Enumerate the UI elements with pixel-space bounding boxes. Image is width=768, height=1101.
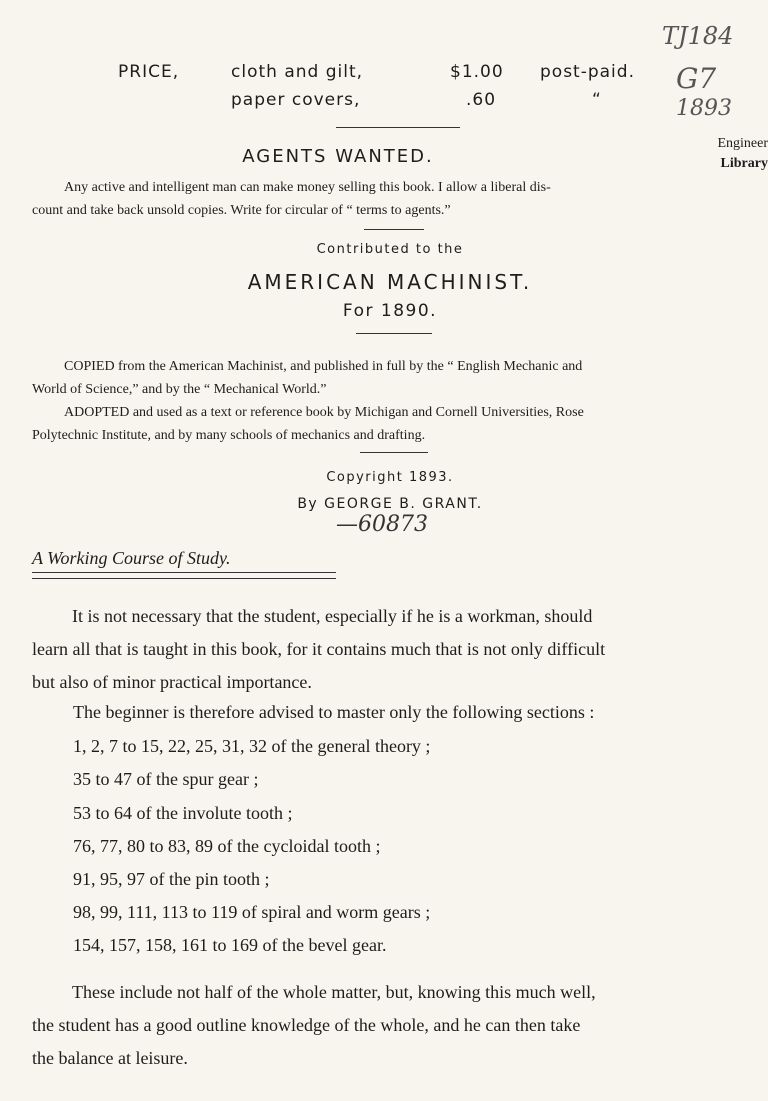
handwritten-call-number-1: TJ184: [662, 22, 734, 50]
price-postpaid: post-paid.: [540, 62, 635, 82]
copied-line-2: World of Science,” and by the “ Mechanical World.”: [32, 382, 327, 397]
price-label: PRICE,: [118, 62, 180, 82]
author-line: By GEORGE B. GRANT.: [297, 496, 483, 512]
study-advice-line: The beginner is therefore advised to master only the following sections :: [73, 702, 595, 722]
copied-line-1: COPIED from the American Machinist, and published in full by the “ English Mechanic and: [64, 359, 583, 374]
copyright-line: Copyright 1893.: [326, 470, 454, 485]
price-paper-label: paper covers,: [231, 90, 361, 110]
divider-rule-3: [356, 333, 432, 334]
divider-rule-4: [360, 452, 428, 453]
study-closing-paragraph: [32, 976, 740, 1075]
price-ditto-mark: “: [592, 90, 602, 110]
price-paper-amount: .60: [466, 90, 497, 110]
section-list-item: 53 to 64 of the involute tooth ;: [73, 803, 293, 823]
section-list-item: 98, 99, 111, 113 to 119 of spiral and worm gears ;: [73, 902, 431, 922]
study-intro-line-1: It is not necessary that the student, especially if he is a workman, should: [72, 606, 593, 626]
divider-rule-1: [336, 127, 460, 128]
handwritten-accession-number: —60873: [336, 512, 428, 537]
study-section-title: A Working Course of Study.: [32, 548, 231, 568]
agents-line-1: Any active and intelligent man can make money selling this book. I allow a liberal dis-: [64, 180, 551, 195]
stamp-line-1: Engineer: [717, 136, 768, 151]
agents-wanted-heading: AGENTS WANTED.: [242, 146, 434, 167]
study-intro-line-2: learn all that is taught in this book, for it contains much that is not only difficult: [32, 639, 606, 659]
adopted-line-1: ADOPTED and used as a text or reference book by Michigan and Cornell Universities, Rose: [64, 405, 584, 420]
for-year-line: For 1890.: [342, 301, 438, 321]
library-stamp: [690, 134, 768, 174]
contributed-line: Contributed to the: [316, 242, 464, 257]
study-closing-line-2: the student has a good outline knowledge of the whole, and he can then take: [32, 1015, 581, 1035]
price-cloth-label: cloth and gilt,: [231, 62, 364, 82]
section-list-item: 1, 2, 7 to 15, 22, 25, 31, 32 of the general theory ;: [73, 736, 431, 756]
section-list-item: 35 to 47 of the spur gear ;: [73, 769, 259, 789]
study-intro-paragraph: [32, 600, 740, 699]
copied-adopted-text: [32, 355, 768, 447]
section-list-item: 154, 157, 158, 161 to 169 of the bevel gear.: [73, 935, 387, 955]
stamp-line-2: Library: [720, 156, 768, 171]
section-list-item: 76, 77, 80 to 83, 89 of the cycloidal tooth ;: [73, 836, 381, 856]
agents-wanted-text: [32, 176, 768, 222]
agents-line-2: count and take back unsold copies. Write for circular of “ terms to agents.”: [32, 203, 451, 218]
study-closing-line-1: These include not half of the whole matter, but, knowing this much well,: [72, 982, 596, 1002]
study-title-double-rule: [32, 572, 336, 579]
divider-rule-2: [364, 229, 424, 230]
study-closing-line-3: the balance at leisure.: [32, 1048, 188, 1068]
price-cloth-amount: $1.00: [450, 62, 504, 82]
study-intro-line-3: but also of minor practical importance.: [32, 672, 312, 692]
handwritten-call-number-3: 1893: [676, 96, 732, 121]
section-list-item: 91, 95, 97 of the pin tooth ;: [73, 869, 270, 889]
adopted-line-2: Polytechnic Institute, and by many schools of mechanics and drafting.: [32, 428, 426, 443]
american-machinist-heading: AMERICAN MACHINIST.: [247, 270, 533, 294]
handwritten-call-number-2: G7: [676, 62, 717, 95]
